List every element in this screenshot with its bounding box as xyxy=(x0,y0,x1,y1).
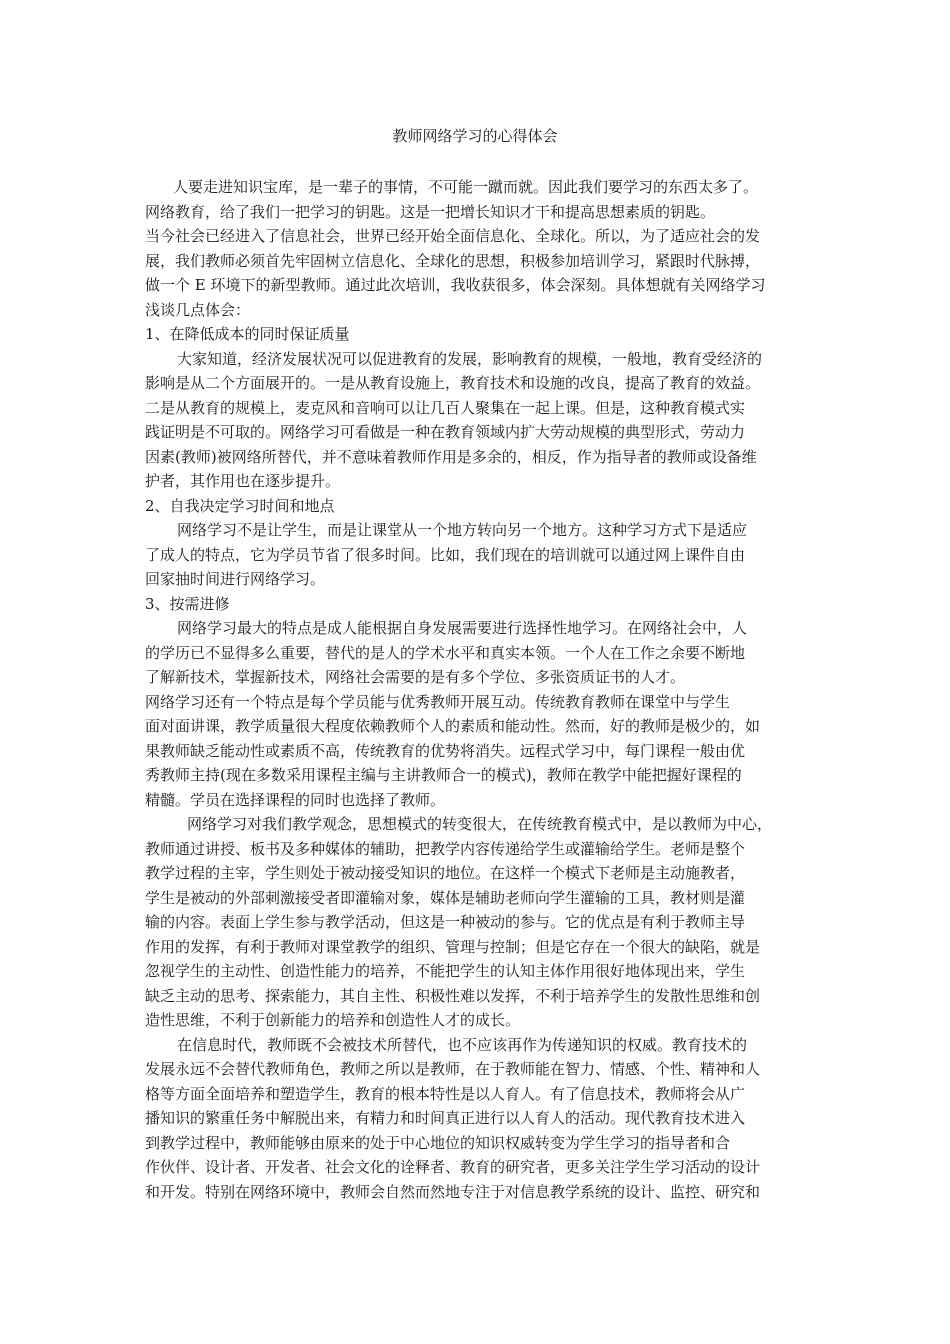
text-line: 的学历已不显得多么重要，替代的是人的学术水平和真实本领。一个人在工作之余要不断地 xyxy=(145,643,746,662)
text-line: 教师通过讲授、板书及多种媒体的辅助，把教学内容传递给学生或灌输给学生。老师是整个 xyxy=(145,839,746,858)
text-line: 展，我们教师必须首先牢固树立信息化、全球化的思想，积极参加培训学习，紧跟时代脉搏， xyxy=(145,251,761,270)
text-line: 二是从教育的规模上，麦克风和音响可以让几百人聚集在一起上课。但是，这种教育模式实 xyxy=(145,398,746,417)
text-line: 教学过程的主宰，学生则处于被动接受知识的地位。在这样一个模式下老师是主动施教者， xyxy=(145,864,746,882)
text-line: 在信息时代，教师既不会被技术所替代，也不应该再作为传递知识的权威。教育技术的 xyxy=(177,1035,748,1054)
section-heading: 1、在降低成本的同时保证质量 xyxy=(145,325,350,343)
text-line: 网络教育，给了我们一把学习的钥匙。这是一把增长知识才干和提高思想素质的钥匙。 xyxy=(145,202,716,221)
text-line: 了成人的特点，它为学员节省了很多时间。比如，我们现在的培训就可以通过网上课件自由 xyxy=(145,545,746,564)
text-line: 影响是从二个方面展开的。一是从教育设施上，教育技术和设施的改良，提高了教育的效益。 xyxy=(145,374,761,392)
text-line: 浅谈几点体会： xyxy=(145,300,251,319)
text-line: 果教师缺乏能动性或素质不高，传统教育的优势将消失。远程式学习中，每门课程一般由优 xyxy=(145,741,746,760)
text-line: 作用的发挥，有利于教师对课堂教学的组织、管理与控制；但是它存在一个很大的缺陷，就是 xyxy=(145,937,761,956)
text-line: 学生是被动的外部刺激接受者即灌输对象，媒体是辅助老师向学生灌输的工具，教材则是灌 xyxy=(145,888,746,907)
text-line: 面对面讲课，教学质量很大程度依赖教师个人的素质和能动性。然而，好的教师是极少的，如 xyxy=(145,717,761,735)
document-title: 教师网络学习的心得体会 xyxy=(392,127,558,145)
text-line: 忽视学生的主动性、创造性能力的培养，不能把学生的认知主体作用很好地体现出来，学生 xyxy=(145,962,746,980)
text-line: 大家知道，经济发展状况可以促进教育的发展，影响教育的规模，一般地，教育受经济的 xyxy=(177,349,763,368)
section-heading: 2、自我决定学习时间和地点 xyxy=(145,496,335,515)
text-line: 护者，其作用也在逐步提升。 xyxy=(145,472,341,490)
text-line: 回家抽时间进行网络学习。 xyxy=(145,570,326,588)
text-line: 当今社会已经进入了信息社会，世界已经开始全面信息化、全球化。所以，为了适应社会的发 xyxy=(145,227,761,245)
text-line: 网络学习不是让学生，而是让课堂从一个地方转向另一个地方。这种学习方式下是适应 xyxy=(177,521,748,539)
text-line: 网络学习最大的特点是成人能根据自身发展需要进行选择性地学习。在网络社会中，人 xyxy=(177,619,748,637)
text-line: 播知识的繁重任务中解脱出来，有精力和时间真正进行以人育人的活动。现代教育技术进入 xyxy=(145,1109,746,1127)
text-line: 造性思维，不利于创新能力的培养和创造性人才的成长。 xyxy=(145,1011,521,1029)
text-line: 秀教师主持(现在多数采用课程主编与主讲教师合一的模式)，教师在教学中能把握好课程的 xyxy=(145,766,742,784)
text-line: 网络学习还有一个特点是每个学员能与优秀教师开展互动。传统教育教师在课堂中与学生 xyxy=(145,692,731,711)
section-heading: 3、按需进修 xyxy=(145,594,230,613)
text-line: 和开发。特别在网络环境中，教师会自然而然地专注于对信息教学系统的设计、监控、研究和 xyxy=(145,1182,761,1201)
document-body xyxy=(145,175,809,1204)
text-line: 到教学过程中，教师能够由原来的处于中心地位的知识权威转变为学生学习的指导者和合 xyxy=(145,1133,731,1152)
text-line: 输的内容。表面上学生参与教学活动，但这是一种被动的参与。它的优点是有利于教师主导 xyxy=(145,913,746,931)
text-line: 缺乏主动的思考、探索能力，其自主性、积极性难以发挥，不利于培养学生的发散性思维和创 xyxy=(145,986,761,1005)
text-line: 精髓。学员在选择课程的同时也选择了教师。 xyxy=(145,790,446,809)
text-line: 做一个 E 环境下的新型教师。通过此次培训，我收获很多，体会深刻。具体想就有关网络学习 xyxy=(145,276,766,294)
text-line: 人要走进知识宝库，是一辈子的事情，不可能一蹴而就。因此我们要学习的东西太多了。 xyxy=(173,178,759,196)
text-line: 因素(教师)被网络所替代，并不意味着教师作用是多余的，相反，作为指导者的教师或设备维 xyxy=(145,447,757,466)
text-line: 了解新技术，掌握新技术，网络社会需要的是有多个学位、多张资质证书的人才。 xyxy=(145,668,686,686)
text-line: 网络学习对我们教学观念，思想模式的转变很大，在传统教育模式中，是以教师为中心， xyxy=(187,815,773,833)
text-line: 发展永远不会替代教师角色，教师之所以是教师，在于教师能在智力、情感、个性、精神和人 xyxy=(145,1060,761,1078)
text-line: 格等方面全面培养和塑造学生，教育的根本特性是以人育人。有了信息技术，教师将会从广 xyxy=(145,1084,746,1103)
text-line: 践证明是不可取的。网络学习可看做是一种在教育领域内扩大劳动规模的典型形式，劳动力 xyxy=(145,423,746,441)
text-line: 作伙伴、设计者、开发者、社会文化的诠释者、教育的研究者，更多关注学生学习活动的设计 xyxy=(145,1158,761,1176)
